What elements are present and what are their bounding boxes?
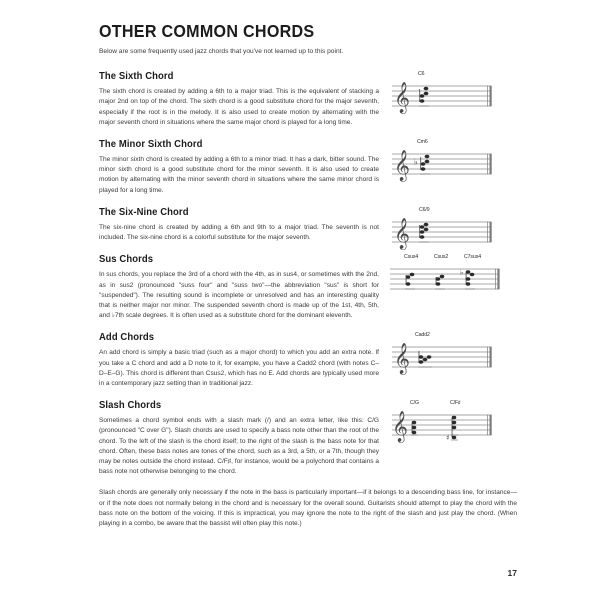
chord-symbol: C7sus4 (464, 254, 481, 261)
music-staff (390, 218, 518, 252)
chord-symbol: Cm6 (417, 139, 428, 146)
music-staff (390, 150, 518, 184)
chord-symbol-row (390, 71, 518, 82)
svg-text:♭: ♭ (460, 268, 464, 277)
chord-symbol: C6/9 (419, 206, 430, 213)
music-staff (390, 82, 518, 116)
section-heading: Slash Chords (99, 400, 162, 412)
section-heading: The Minor Sixth Chord (99, 139, 203, 151)
section-heading: Add Chords (99, 332, 155, 344)
chord-symbol-row (390, 400, 518, 411)
section-slash-chords (99, 400, 517, 477)
chord-symbol: C/G (410, 400, 419, 407)
svg-text:♭: ♭ (414, 157, 418, 167)
music-staff (390, 411, 518, 445)
chord-symbol: C/F♯ (450, 400, 461, 407)
chord-symbol-row (390, 332, 518, 343)
section-body: An add chord is simply a basic triad (such as a major chord) to which you add an extra note. If you take a C chord and add a D note to it, for example, you have a Cadd2 chord (with notes C–D–E–G). This chord is different than Csus2, which has no E. Add chords are typically used more in a contemporary jazz setting than in traditional jazz. (99, 349, 379, 387)
svg-text:𝄞: 𝄞 (394, 150, 410, 182)
notation-example-cadd2 (390, 332, 518, 378)
chord-symbol: Csus4 (404, 254, 419, 261)
page-intro: Below are some frequently used jazz chords that you've not learned up to this point. (99, 48, 344, 56)
page-number: 17 (507, 568, 517, 578)
page-content (99, 22, 517, 529)
chord-symbol: Cadd2 (415, 332, 430, 339)
music-staff (390, 265, 518, 299)
closing-paragraph: Slash chords are generally only necessary if the note in the bass is particularly important—if it belongs to a descending bass line, for instance—or if the note does not normally belong in the chord and is necessary for the overall sound. Guitarists should attempt to play the chord with the bass note on the bottom of the voicing. If this is impractical, you may ignore the note to the right of the slash and just play the chord. (When playing in a combo, be aware that the bassist will often play this note.) (99, 489, 517, 527)
section-heading: The Sixth Chord (99, 71, 174, 83)
svg-text:𝄞: 𝄞 (394, 343, 410, 375)
section-body: Sometimes a chord symbol ends with a slash mark (/) and an extra letter, like this: C/G (pronounced "C over G"). Slash chords are used to specify a bass note other than the root of the chord. To the left of the slash is the chord itself; to the right of the slash is the bass note for that chord. Often, these bass notes are tones of the chord, such as a 3rd, a 5th, or a 7th, though they may be notes outside the chord instead. C/F♯, for instance, would be a polychord that contains a bass note not otherwise belonging to the chord. (99, 417, 379, 476)
notation-example-cm6 (390, 139, 518, 185)
svg-text:♯: ♯ (446, 434, 450, 443)
section-sus-chords (99, 254, 517, 321)
notation-example-sus (390, 254, 518, 300)
section-sixth-chord (99, 71, 517, 128)
notation-example-c6 (390, 71, 518, 117)
section-heading: The Six-Nine Chord (99, 206, 189, 218)
chord-symbol-row (390, 254, 518, 265)
music-staff (390, 343, 518, 377)
section-add-chords (99, 332, 517, 389)
chord-symbol: Csus2 (434, 254, 449, 261)
section-body: In sus chords, you replace the 3rd of a chord with the 4th, as in sus4, or sometimes with the 2nd, as in sus2 (pronounced "suss four" and "suss two"—the abbreviation "sus" is short for "suspended"). The resulting sound is incomplete or unresolved and has an interesting quality that is neither major nor minor. The suspended seventh chord is made up of the 1st, 4th, 5th, and ♭7th scale degrees. It is often used as a substitute chord for the dominant eleventh. (99, 271, 379, 320)
section-body: The minor sixth chord is created by adding a 6th to a minor triad. It has a dark, bitter sound. The minor sixth chord is a good substitute chord for the minor seventh. It is also used to create motion by alternating with the minor seventh chord in situations where the same minor chord is played for a long time. (99, 156, 379, 194)
chord-symbol-row (390, 139, 518, 150)
section-heading: Sus Chords (99, 254, 154, 266)
section-body: The six-nine chord is created by adding a 6th and 9th to a major triad. The seventh is not included. The six-nine chord is a colorful substitute for the major seventh. (99, 223, 379, 242)
notation-example-c69 (390, 207, 518, 253)
svg-text:𝄞: 𝄞 (394, 82, 410, 114)
section-minor-sixth-chord (99, 139, 517, 196)
svg-text:𝄞: 𝄞 (392, 411, 408, 443)
chord-symbol-row (390, 207, 518, 218)
notation-example-slash (390, 400, 518, 446)
section-six-nine-chord (99, 206, 517, 249)
chord-symbol: C6 (418, 71, 425, 78)
section-body: The sixth chord is created by adding a 6th to a major triad. This is the equivalent of stacking a major 2nd on top of the chord. The sixth chord is a good substitute chord for the major seventh, especially if the root is in the melody. It is also used to create motion by alternating with the major seventh chord in situations where the same major chord is played for a long time. (99, 88, 379, 126)
page-title: OTHER COMMON CHORDS (99, 21, 315, 41)
svg-text:𝄞: 𝄞 (394, 217, 410, 249)
